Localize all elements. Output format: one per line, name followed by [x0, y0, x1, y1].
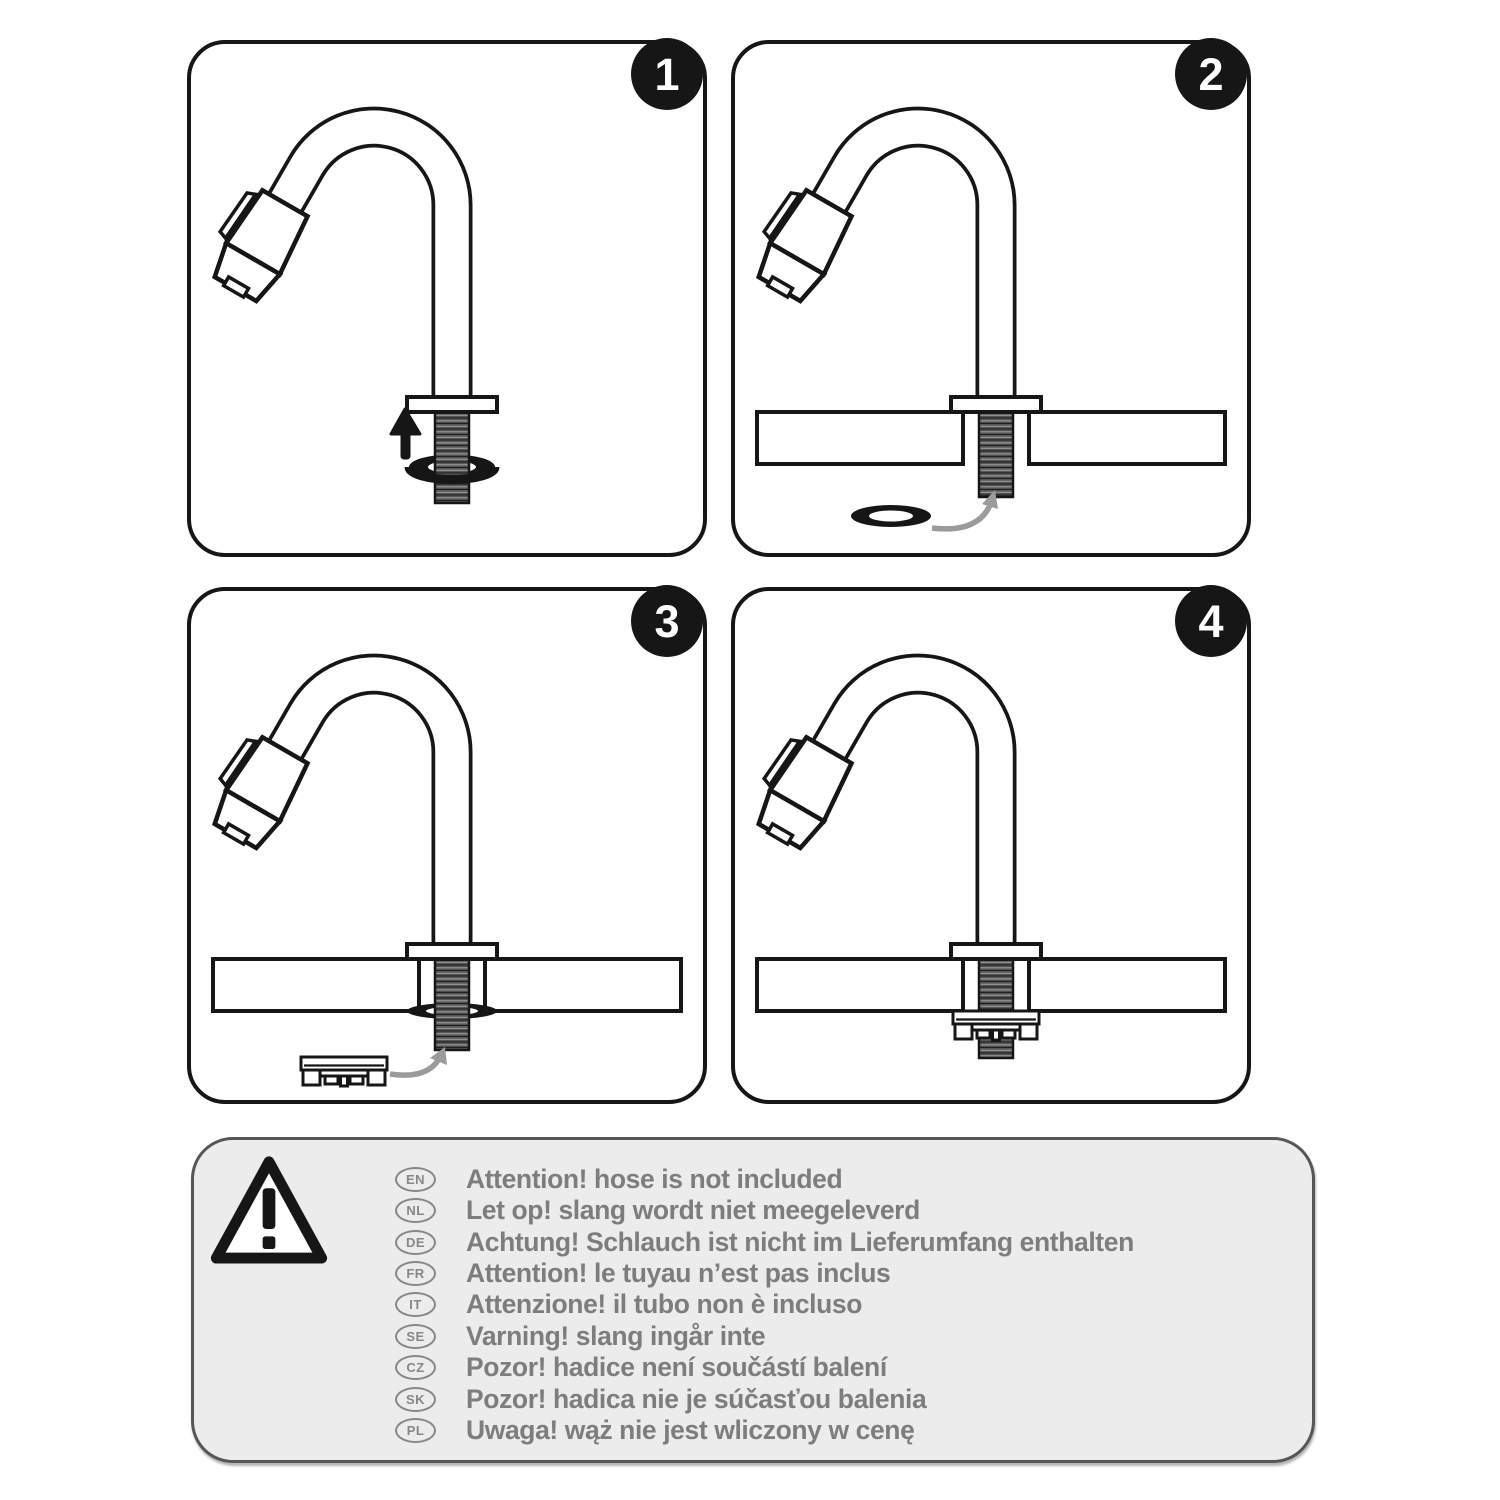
step-panel-3 [187, 587, 707, 1104]
step-number-badge: 3 [631, 585, 703, 657]
warning-triangle-icon [210, 1153, 328, 1267]
faucet-body [742, 127, 1041, 412]
warning-row [395, 1163, 1134, 1194]
o-ring [851, 505, 931, 527]
warning-message: Pozor! hadica nie je súčasťou balenia [466, 1383, 927, 1414]
warning-message: Let op! slang wordt niet meegeleverd [466, 1195, 920, 1226]
step-number-badge: 2 [1175, 38, 1247, 110]
language-code-badge: EN [395, 1167, 436, 1192]
warning-row [395, 1257, 1134, 1288]
language-code-badge: IT [395, 1292, 436, 1317]
language-code-badge: SE [395, 1324, 436, 1349]
warning-row [395, 1354, 1134, 1381]
warning-text-list [395, 1163, 1134, 1449]
warning-panel [191, 1137, 1315, 1463]
warning-message: Pozor! hadice není součástí balení [466, 1352, 887, 1383]
warning-message: Uwaga! wąż nie jest wliczony w cenę [466, 1414, 915, 1445]
warning-row [395, 1226, 1134, 1257]
language-code-badge: DE [395, 1230, 436, 1255]
step-panel-4 [731, 587, 1251, 1104]
language-code-badge: NL [395, 1198, 436, 1223]
up-arrow-icon [391, 409, 420, 459]
warning-message: Attenzione! il tubo non è incluso [466, 1289, 863, 1320]
mounting-nut [301, 1057, 387, 1086]
step-number-badge: 1 [631, 38, 703, 110]
step-2-illustration [731, 40, 1251, 557]
warning-row [395, 1320, 1134, 1351]
step-number-badge: 4 [1175, 585, 1247, 657]
step-panel-2 [731, 40, 1251, 557]
threaded-rod [435, 411, 469, 503]
warning-message: Varning! slang ingår inte [466, 1320, 766, 1351]
faucet-body [198, 127, 497, 412]
step-panel-1 [187, 40, 707, 557]
step-4-illustration [731, 587, 1251, 1104]
faucet-body [742, 674, 1041, 959]
warning-row [395, 1197, 1134, 1224]
threaded-rod [979, 954, 1013, 1058]
language-code-badge: SK [395, 1387, 436, 1412]
warning-row [395, 1383, 1134, 1414]
threaded-rod [979, 407, 1013, 497]
warning-message: Achtung! Schlauch ist nicht im Lieferumfang enthalten [466, 1226, 1134, 1257]
warning-row [395, 1289, 1134, 1320]
warning-message: Attention! hose is not included [466, 1163, 843, 1194]
language-code-badge: FR [395, 1261, 436, 1286]
language-code-badge: PL [395, 1418, 436, 1443]
step-3-illustration [187, 587, 707, 1104]
warning-row [395, 1414, 1134, 1445]
faucet-body [198, 674, 497, 959]
language-code-badge: CZ [395, 1355, 436, 1380]
step-1-illustration [187, 40, 707, 557]
warning-message: Attention! le tuyau n’est pas inclus [466, 1257, 891, 1288]
threaded-rod [435, 954, 469, 1050]
mounting-nut-installed [953, 1011, 1039, 1040]
